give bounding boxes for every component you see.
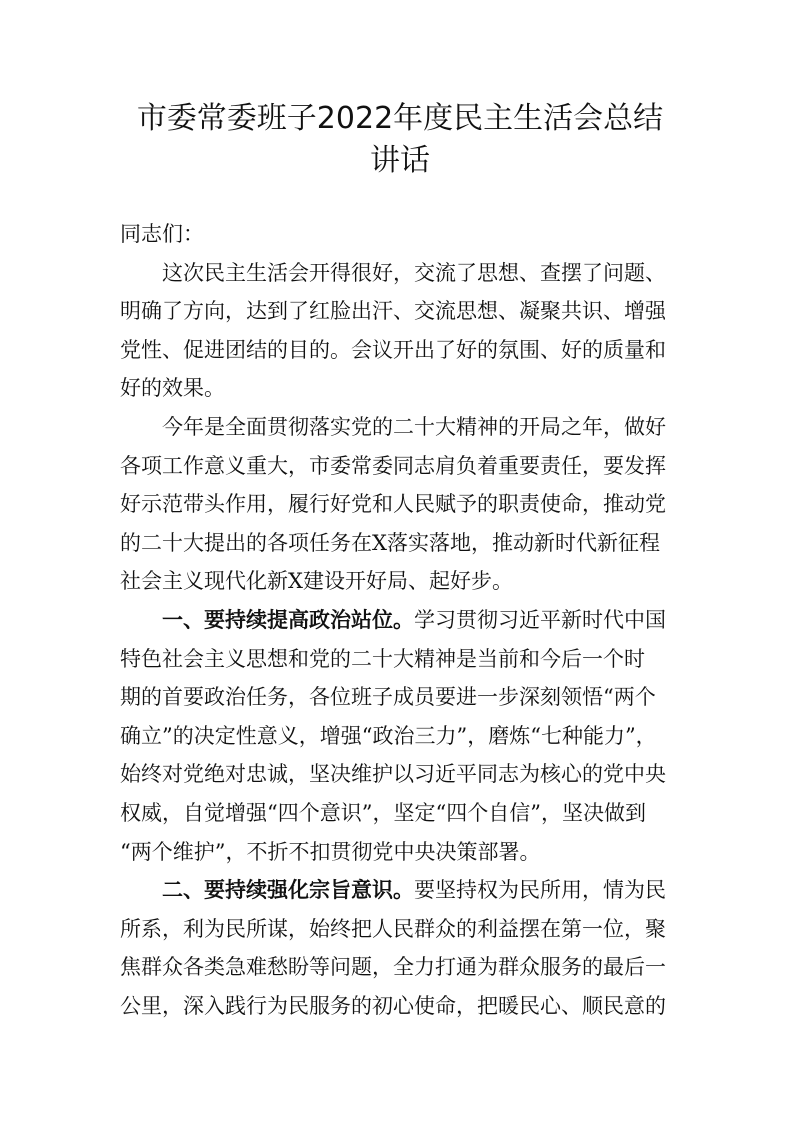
text-line: [120, 562, 690, 601]
text-line: [120, 833, 690, 872]
line-text: 所系，利为民所谋，始终把人民群众的利益摆在第一位，聚: [120, 916, 666, 941]
line-text: 好的效果。: [120, 376, 225, 401]
document-title-line-1: 市委常委班子2022年度民主生活会总结: [136, 101, 664, 136]
section-heading: 一、要持续提高政治站位。: [162, 606, 414, 632]
text-line: [120, 331, 690, 370]
text-line: [120, 408, 690, 447]
text-line: [120, 601, 690, 640]
text-line: [120, 910, 690, 949]
text-line: [120, 524, 690, 563]
text-line: [120, 254, 690, 293]
document-title-line-2: 讲话: [370, 143, 430, 178]
text-line: [120, 871, 690, 910]
line-text: 始终对党绝对忠诚，坚决维护以习近平同志为核心的党中央: [120, 762, 666, 787]
line-text: 公里，深入践行为民服务的初心使命，把暖民心、顺民意的: [120, 993, 666, 1018]
text-line: [120, 447, 690, 486]
line-text: 社会主义现代化新X建设开好局、起好步。: [120, 569, 513, 594]
line-text: 各项工作意义重大，市委常委同志肩负着重要责任，要发挥: [120, 453, 666, 478]
line-text: 确立”的决定性意义，增强“政治三力”，磨炼“七种能力”，: [120, 723, 657, 748]
text-line: [120, 794, 690, 833]
line-text: “两个维护”，不折不扣贯彻党中央决策部署。: [120, 839, 541, 864]
line-text: 今年是全面贯彻落实党的二十大精神的开局之年，做好: [162, 414, 666, 439]
line-text: 焦群众各类急难愁盼等问题，全力打通为群众服务的最后一: [120, 955, 666, 980]
line-text: 明确了方向，达到了红脸出汗、交流思想、凝聚共识、增强: [120, 299, 666, 324]
text-line: [120, 717, 690, 756]
text-line: [120, 678, 690, 717]
text-line: [120, 485, 690, 524]
section-heading: 二、要持续强化宗旨意识。: [162, 877, 414, 903]
text-line: [120, 948, 690, 987]
line-text: 党性、促进团结的目的。会议开出了好的氛围、好的质量和: [120, 337, 666, 362]
salutation: 同志们：: [120, 222, 204, 246]
text-line: [120, 640, 690, 679]
body-lines: [120, 254, 690, 1026]
text-line: [120, 987, 690, 1026]
line-text: 好示范带头作用，履行好党和人民赋予的职责使命，推动党: [120, 492, 666, 517]
text-line: [120, 292, 690, 331]
line-text: 的二十大提出的各项任务在X落实落地，推动新时代新征程: [120, 530, 660, 555]
line-text: 这次民主生活会开得很好，交流了思想、查摆了问题、: [162, 260, 666, 285]
text-line: [120, 369, 690, 408]
line-text: 期的首要政治任务，各位班子成员要进一步深刻领悟“两个: [120, 685, 656, 710]
line-text: 学习贯彻习近平新时代中国: [414, 607, 666, 632]
line-text: 特色社会主义思想和党的二十大精神是当前和今后一个时: [120, 646, 645, 671]
line-text: 权威，自觉增强“四个意识”，坚定“四个自信”，坚决做到: [120, 800, 646, 825]
document-body: [120, 215, 690, 1025]
line-text: 要坚持权为民所用，情为民: [414, 878, 666, 903]
text-line: [120, 755, 690, 794]
